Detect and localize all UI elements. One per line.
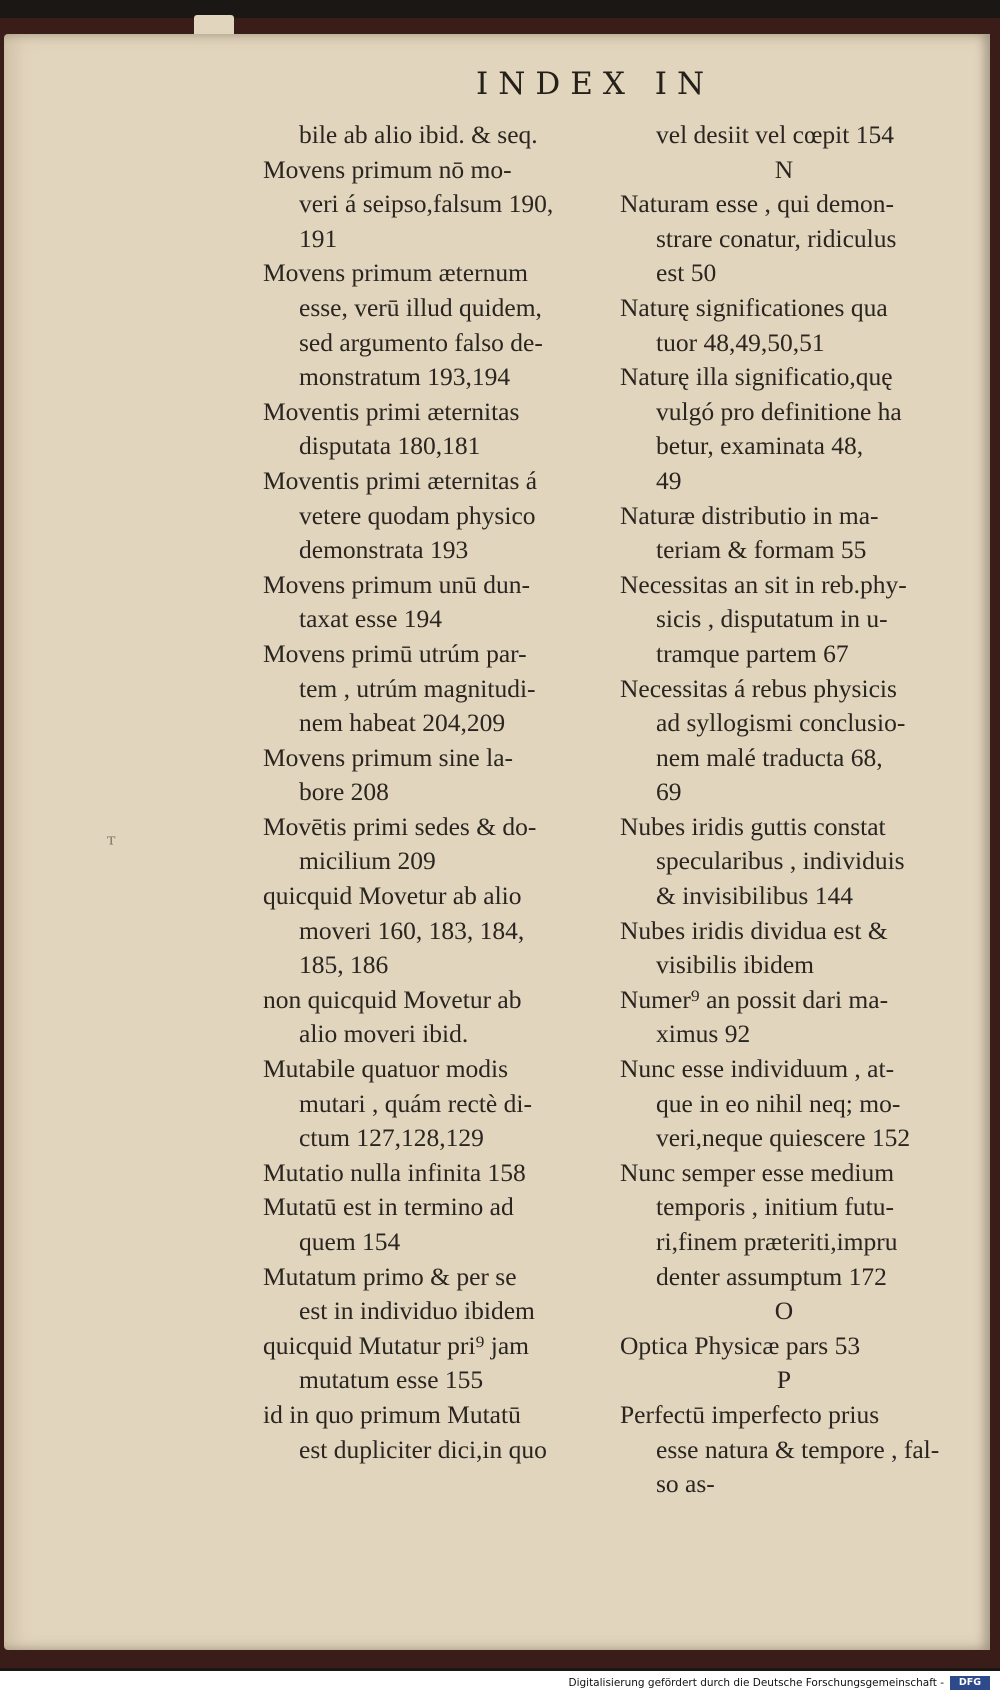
- index-entry-line: Naturę significationes qua: [620, 292, 888, 322]
- index-entry-line: Mutabile quatuor modis: [263, 1054, 509, 1084]
- index-entry-line: id in quo primum Mutatū: [263, 1399, 521, 1429]
- index-entry-line: vulgó pro definitione ha: [656, 396, 902, 426]
- index-entry-line: 49: [656, 465, 682, 495]
- index-entry-line: non quicquid Movetur ab: [263, 984, 522, 1014]
- index-entry: [620, 360, 948, 498]
- index-entry: [263, 741, 593, 810]
- index-entry-line: Nunc esse individuum , at-: [620, 1054, 895, 1084]
- index-entry-line: Naturæ distributio in ma-: [620, 500, 879, 530]
- index-entry: [620, 810, 948, 914]
- index-entry: [620, 1398, 948, 1502]
- index-entry-line: Perfectū imperfecto prius: [620, 1399, 880, 1429]
- section-letter: P: [776, 1365, 792, 1395]
- index-entry-line: Movētis primi sedes & do-: [263, 811, 537, 841]
- index-entry: [263, 1052, 593, 1156]
- index-entry-line: taxat esse 194: [299, 604, 443, 634]
- index-entry-line: veri á seipso,falsum 190,: [299, 189, 554, 219]
- index-entry: [263, 464, 593, 568]
- index-entry-line: temporis , initium futu-: [656, 1192, 894, 1222]
- index-entry-line: 185, 186: [299, 950, 389, 980]
- index-entry-line: betur, examinata 48,: [656, 431, 864, 461]
- index-entry-line: Movens primū utrúm par-: [263, 638, 527, 668]
- index-entry: [620, 568, 948, 672]
- index-entry-line: Moventis primi æternitas á: [263, 465, 538, 495]
- index-entry-line: teriam & formam 55: [656, 535, 867, 565]
- index-entry-line: Numer⁹ an possit dari ma-: [620, 984, 889, 1014]
- index-entry-line: monstratum 193,194: [299, 362, 511, 392]
- index-entry-line: quicquid Mutatur pri⁹ jam: [263, 1330, 529, 1360]
- index-entry: [620, 118, 948, 153]
- index-entry: [263, 983, 593, 1052]
- index-entry-line: Movens primum nō mo-: [263, 154, 512, 184]
- index-entry-line: ad syllogismi conclusio-: [656, 708, 906, 738]
- index-entry: [263, 637, 593, 741]
- index-entry: [620, 914, 948, 983]
- index-entry-line: Nubes iridis dividua est &: [620, 915, 888, 945]
- index-entry-line: bile ab alio ibid. & seq.: [299, 120, 538, 149]
- index-entry: [620, 291, 948, 360]
- index-entry: [263, 1156, 593, 1191]
- index-entry-line: ctum 127,128,129: [299, 1123, 484, 1153]
- index-entry: [263, 1398, 593, 1467]
- index-entry-line: mutatum esse 155: [299, 1365, 484, 1395]
- index-entry-line: sed argumento falso de-: [299, 327, 543, 357]
- index-entry-line: Naturę illa significatio,quę: [620, 362, 893, 392]
- index-entry-line: nem habeat 204,209: [299, 708, 506, 738]
- index-entry-line: Mutatio nulla infinita 158: [263, 1157, 526, 1187]
- index-entry-line: strare conatur, ridiculus: [656, 223, 897, 253]
- index-entry: [620, 499, 948, 568]
- section-letter: O: [774, 1296, 794, 1326]
- index-entry-line: Nunc semper esse medium: [620, 1157, 895, 1187]
- index-entry: [620, 1156, 948, 1294]
- index-entry-line: sicis , disputatum in u-: [656, 604, 888, 634]
- index-entry-line: nem malé traducta 68,: [656, 742, 883, 772]
- index-entry-line: micilium 209: [299, 846, 436, 876]
- running-header: INDEX IN: [476, 66, 715, 102]
- index-entry-line: Movens primum æternum: [263, 258, 528, 288]
- index-entry: [263, 1329, 593, 1398]
- index-entry: [263, 879, 593, 983]
- index-entry-line: Necessitas á rebus physicis: [620, 673, 897, 703]
- index-entry: [263, 810, 593, 879]
- index-entry: [620, 983, 948, 1052]
- index-entry-line: specularibus , individuis: [656, 846, 905, 876]
- index-entry: [620, 672, 948, 810]
- index-entry-line: so as-: [656, 1469, 715, 1499]
- index-entry-line: alio moveri ibid.: [299, 1019, 469, 1049]
- index-entry-line: & invisibilibus 144: [656, 881, 853, 911]
- index-entry-line: Optica Physicæ pars 53: [620, 1330, 861, 1360]
- index-entry-line: 191: [299, 223, 338, 253]
- dfg-logo: DFG: [950, 1676, 990, 1690]
- index-column-right: [620, 118, 948, 1502]
- index-entry-line: quem 154: [299, 1227, 401, 1256]
- section-letter: N: [774, 154, 794, 184]
- index-entry-line: ximus 92: [656, 1019, 751, 1049]
- index-entry-line: Mutatum primo & per se: [263, 1261, 517, 1291]
- index-entry-line: est dupliciter dici,in quo: [299, 1434, 547, 1464]
- index-entry: [263, 1190, 593, 1259]
- footer-credit: Digitalisierung gefördert durch die Deutsche Forschungsgemeinschaft -: [568, 1677, 944, 1689]
- index-entry-line: veri,neque quiescere 152: [656, 1123, 911, 1153]
- index-entry: [620, 187, 948, 291]
- index-entry-line: ri,finem præteriti,impru: [656, 1227, 898, 1256]
- index-entry-line: visibilis ibidem: [656, 950, 814, 980]
- index-entry-line: esse natura & tempore , fal-: [656, 1434, 940, 1464]
- index-entry-line: quicquid Movetur ab alio: [263, 881, 522, 911]
- index-entry-line: esse, verū illud quidem,: [299, 292, 542, 322]
- index-entry-line: 69: [656, 777, 682, 807]
- index-entry-line: bore 208: [299, 777, 389, 807]
- index-entry: [263, 1260, 593, 1329]
- index-entry-line: vel desiit vel cœpit 154: [656, 120, 894, 149]
- index-entry-line: tuor 48,49,50,51: [656, 327, 825, 357]
- index-entry: [263, 395, 593, 464]
- index-entry-line: disputata 180,181: [299, 431, 481, 461]
- index-entry-line: Movens primum unū dun-: [263, 569, 531, 599]
- index-entry-line: Movens primum sine la-: [263, 742, 514, 772]
- index-entry-line: Naturam esse , qui demon-: [620, 189, 895, 219]
- index-entry: [263, 118, 593, 153]
- index-entry: [263, 153, 593, 257]
- index-entry-line: vetere quodam physico: [299, 500, 536, 530]
- index-entry-line: Nubes iridis guttis constat: [620, 811, 886, 841]
- margin-mark: ᵀ: [107, 832, 116, 856]
- index-entry-line: denter assumptum 172: [656, 1261, 887, 1291]
- index-entry-line: Mutatū est in termino ad: [263, 1192, 514, 1222]
- index-entry: [620, 1052, 948, 1156]
- index-entry-line: Necessitas an sit in reb.phy-: [620, 569, 907, 599]
- index-entry-line: que in eo nihil neq; mo-: [656, 1088, 901, 1118]
- index-entry-line: moveri 160, 183, 184,: [299, 915, 525, 945]
- index-entry-line: demonstrata 193: [299, 535, 469, 565]
- index-entry-line: Moventis primi æternitas: [263, 396, 520, 426]
- index-entry: [620, 1329, 948, 1364]
- index-entry-line: est in individuo ibidem: [299, 1296, 535, 1326]
- index-entry: [263, 256, 593, 394]
- index-entry-line: tramque partem 67: [656, 638, 849, 668]
- index-entry-line: mutari , quám rectè di-: [299, 1088, 532, 1118]
- index-entry-line: est 50: [656, 258, 717, 288]
- index-column-left: [263, 118, 593, 1467]
- index-entry-line: tem , utrúm magnitudi-: [299, 673, 536, 703]
- index-entry: [263, 568, 593, 637]
